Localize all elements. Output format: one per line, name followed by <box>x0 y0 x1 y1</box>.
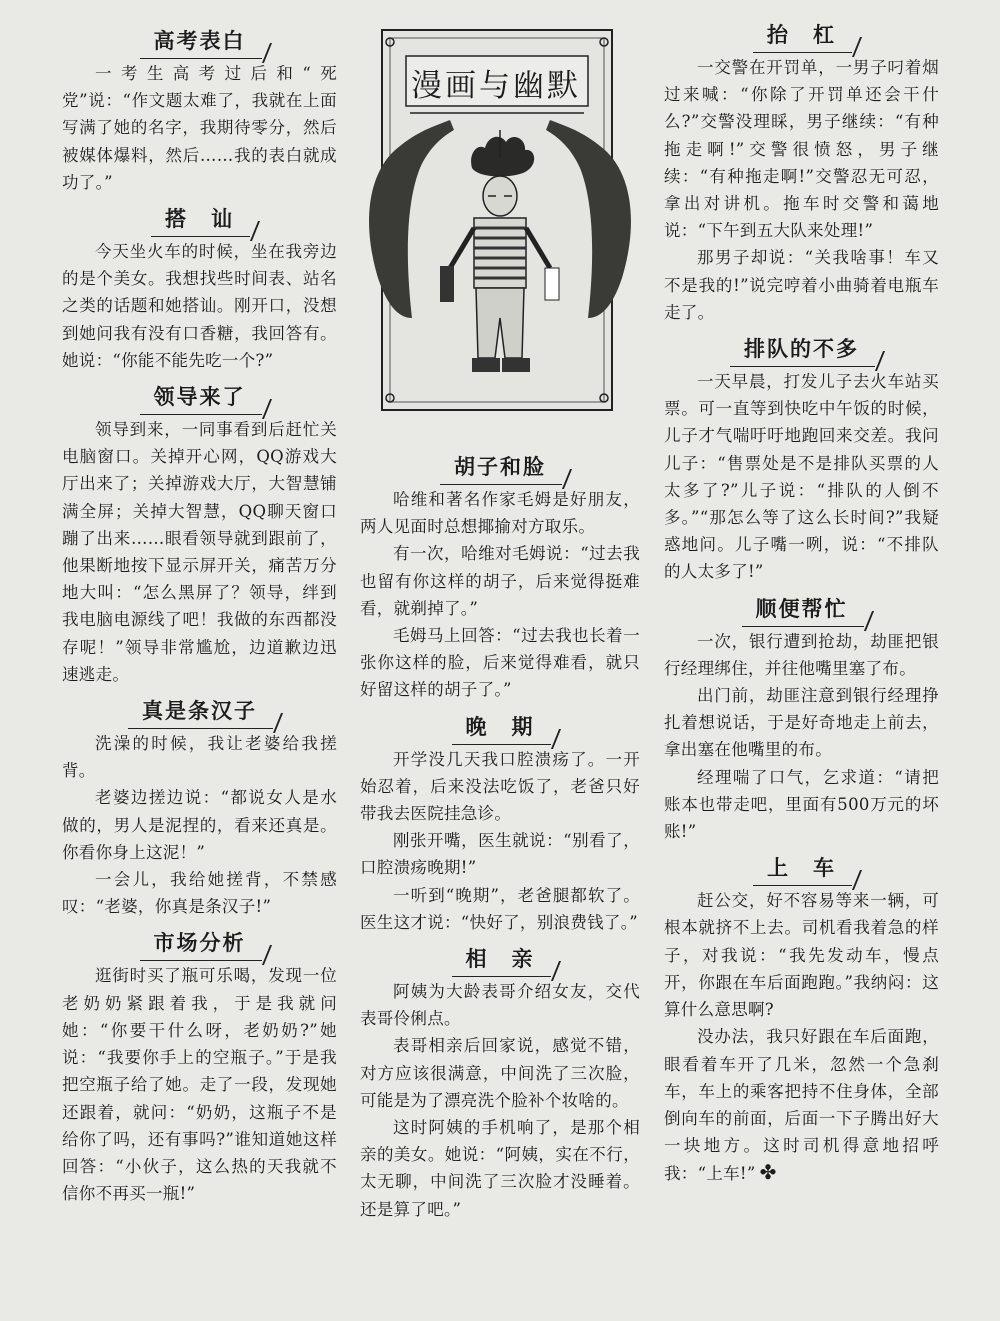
paragraph: 毛姆马上回答：“过去我也长着一张你这样的脸，后来觉得难看，就只好留这样的胡子了。” <box>360 626 640 700</box>
story-title: 市场分析 <box>62 924 337 962</box>
left-column <box>62 22 337 1207</box>
paragraph: 经理喘了口气，乞求道：“请把账本也带走吧，里面有500万元的坏账!” <box>664 767 939 842</box>
paragraph: 赶公交，好不容易等来一辆，可根本就挤不上去。司机看我着急的样子，对我说：“我先发动车，慢点开，你跟在车后面跑跑。”我纳闷：这算什么意思啊? <box>664 891 939 1020</box>
paragraph <box>664 1023 939 1187</box>
story-title: 晚 期 <box>360 708 640 746</box>
middle-column <box>360 10 640 1223</box>
paragraph: 哈维和著名作家毛姆是好朋友，两人见面时总想揶揄对方取乐。 <box>360 490 640 537</box>
paragraph-text: 没办法，我只好跟在车后面跑，眼看着车开了几米，忽然一个急刹车，车上的乘客把持不住身体，全部倒向车的前面，后面一下子腾出好大一块地方。这时司机得意地招呼我：“上车!” <box>664 1027 939 1184</box>
paragraph: 一考生高考过后和“死党”说：“作文题太难了，我就在上面写满了她的名字，我期待零分，然后被媒体爆料，然后……我的表白就成功了。” <box>62 64 337 192</box>
paragraph: 一交警在开罚单，一男子叼着烟过来喊：“你除了开罚单还会干什么?”交警没理睬，男子继续：“有种拖走啊!”交警很愤怒，男子继续：“有种拖走啊!”交警忍无可忍，拿出对讲机。拖车时交警和蔼地说：“下午到五大队来处理!” <box>664 58 939 241</box>
story-title: 胡子和脸 <box>360 448 640 486</box>
paragraph: 阿姨为大龄表哥介绍女友，交代表哥伶俐点。 <box>360 982 640 1029</box>
paragraph: 老婆边搓边说：“都说女人是水做的，男人是泥捏的，看来还真是。你看你身上这泥！” <box>62 788 337 862</box>
story-title: 搭 讪 <box>62 200 337 238</box>
story-title: 抬 杠 <box>664 16 939 54</box>
story-body <box>664 887 939 1187</box>
paragraph: 一次，银行遭到抢劫，劫匪把银行经理绑住，并往他嘴里塞了布。 <box>664 631 939 678</box>
paragraph: 这时阿姨的手机响了，是那个相亲的美女。她说：“阿姨，实在不行，太无聊，中间洗了三次脸才没睡着。还是算了吧。” <box>360 1118 640 1219</box>
paragraph: 出门前，劫匪注意到银行经理挣扎着想说话，于是好奇地走上前去，拿出塞在他嘴里的布。 <box>664 686 939 760</box>
paragraph: 一会儿，我给她搓背，不禁感叹：“老婆，你真是条汉子!” <box>62 870 337 917</box>
story-body <box>62 416 337 688</box>
story-title: 上 车 <box>664 849 939 887</box>
story-body <box>62 730 337 920</box>
story-body <box>62 60 337 196</box>
paragraph: 今天坐火车的时候，坐在我旁边的是个美女。我想找些时间表、站名之类的话题和她搭讪。刚开口，没想到她问我有没有口香糖，我回答有。她说：“你能不能先吃一个?” <box>62 242 337 370</box>
paragraph: 领导到来，一同事看到后赶忙关电脑窗口。关掉开心网，QQ游戏大厅出来了；关掉游戏大厅，大智慧铺满全屏；关掉大智慧，QQ聊天窗口蹦了出来……眼看领导就到跟前了，他果断地按下显示屏开关，痛苦万分地大叫：“怎么黑屏了？领导，绊到我电脑电源线了吧！我做的东西都没存呢！”领导非常尴尬，边道歉边迅速逃走。 <box>62 420 337 684</box>
story-body <box>62 238 337 374</box>
paragraph: 逛街时买了瓶可乐喝，发现一位老奶奶紧跟着我，于是我就问她：“你要干什么呀，老奶奶?”她说：“我要你手上的空瓶子。”于是我把空瓶子给了她。走了一段，发现她还跟着，就问：“奶奶，这瓶子不是给你了吗，还有事吗?”谁知道她这样回答：“小伙子，这么热的天我就不信你不再买一瓶!” <box>62 966 337 1204</box>
story-body <box>360 978 640 1223</box>
story-title: 排队的不多 <box>664 330 939 368</box>
story-body <box>664 628 939 846</box>
paragraph: 一听到“晚期”，老爸腿都软了。医生这才说：“快好了，别浪费钱了。” <box>360 885 640 932</box>
paragraph: 一天早晨，打发儿子去火车站买票。可一直等到快吃中午饭的时候，儿子才气喘吁吁地跑回来交差。我问儿子：“售票处是不是排队买票的人太多了?”儿子说：“排队的人倒不多。”“那怎么等了这么长时间?”我疑惑地问。儿子嘴一咧，说：“不排队的人太多了!” <box>664 372 939 582</box>
story-title: 高考表白 <box>62 22 337 60</box>
story-title: 顺便帮忙 <box>664 590 939 628</box>
story-title: 领导来了 <box>62 378 337 416</box>
story-body <box>62 962 337 1207</box>
end-mark-icon: ✤ <box>759 1160 777 1185</box>
paragraph: 表哥相亲后回家说，感觉不错，对方应该很满意，中间洗了三次脸，可能是为了漂亮洗个脸补个妆啥的。 <box>360 1036 640 1110</box>
story-body <box>664 54 939 326</box>
story-body <box>360 746 640 936</box>
paragraph: 洗澡的时候，我让老婆给我搓背。 <box>62 734 337 781</box>
paragraph: 那男子却说：“关我啥事！车又不是我的!”说完哼着小曲骑着电瓶车走了。 <box>664 248 939 322</box>
cartoon-illustration <box>360 18 640 438</box>
story-body <box>360 486 640 704</box>
paragraph: 刚张开嘴，医生就说：“别看了，口腔溃疡晚期!” <box>360 831 640 878</box>
story-title: 相 亲 <box>360 940 640 978</box>
section-banner-title: 漫画与幽默 <box>411 68 581 104</box>
story-body <box>664 368 939 586</box>
story-title: 真是条汉子 <box>62 692 337 730</box>
right-column <box>664 16 939 1188</box>
paragraph: 有一次，哈维对毛姆说：“过去我也留有你这样的胡子，后来觉得挺难看，就剃掉了。” <box>360 544 640 618</box>
paragraph: 开学没几天我口腔溃疡了。一开始忍着，后来没法吃饭了，老爸只好带我去医院挂急诊。 <box>360 749 640 824</box>
